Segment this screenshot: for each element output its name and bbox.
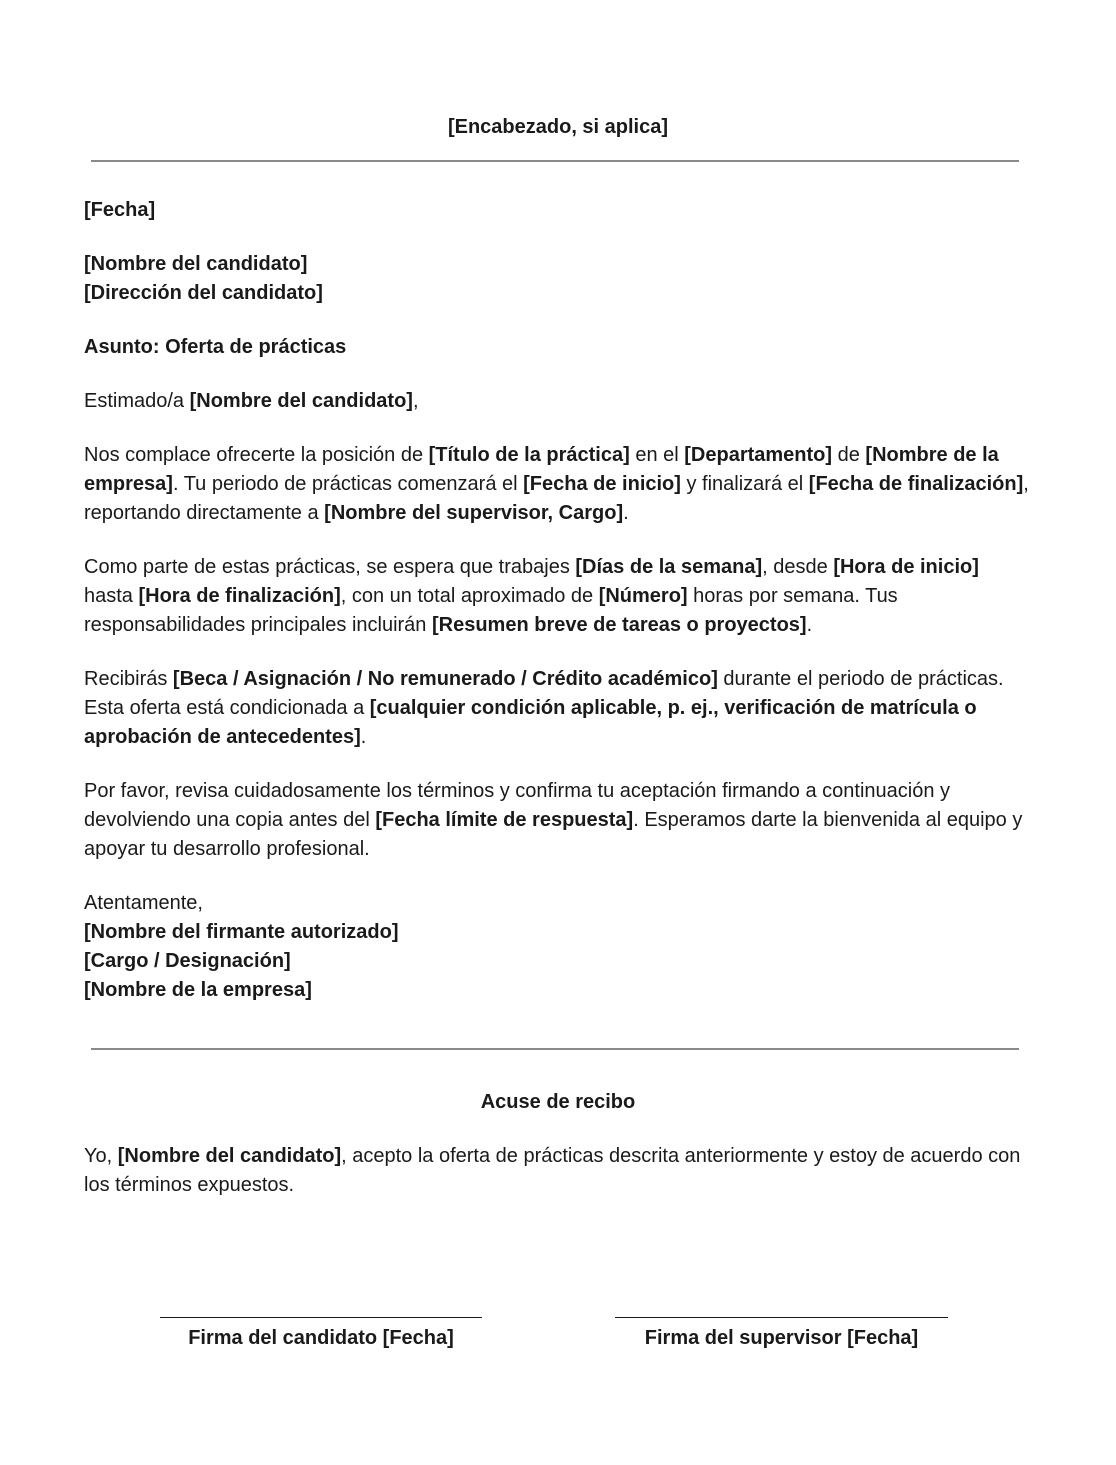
placeholder-response-deadline: [Fecha límite de respuesta] [375, 809, 634, 831]
p4-text-2: . Esperamos darte la bienvenida al equipo y apoyar tu desarrollo profesional. [84, 809, 1023, 860]
placeholder-end-date: [Fecha de finalización] [808, 473, 1024, 495]
placeholder-end-time: [Hora de finalización] [138, 585, 341, 607]
placeholder-compensation: [Beca / Asignación / No remunerado / Crédito académico] [172, 668, 718, 690]
paragraph-offer [84, 441, 1029, 528]
greeting-prefix: Estimado/a [84, 390, 190, 412]
p3-text-1: Recibirás [84, 668, 173, 690]
closing-text: Atentamente, [84, 892, 203, 914]
p2-text-6: . [806, 614, 813, 636]
greeting-name: [Nombre del candidato] [189, 390, 413, 412]
p1-text-2: en el [629, 444, 685, 466]
placeholder-weekdays: [Días de la semana] [575, 556, 763, 578]
date-placeholder: [Fecha] [84, 199, 156, 221]
p2-text-3: hasta [84, 585, 139, 607]
ack-candidate-name: [Nombre del candidato] [117, 1145, 342, 1167]
placeholder-conditions: [cualquier condición aplicable, p. ej., verificación de matrícula o aprobación de antecedentes] [84, 697, 977, 748]
p2-text-2: , desde [762, 556, 834, 578]
p2-text-4: , con un total aproximado de [340, 585, 599, 607]
ack-text-2: , acepto la oferta de prácticas descrita anteriormente y estoy de acuerdo con los términos expuestos. [84, 1145, 1021, 1196]
p2-text-1: Como parte de estas prácticas, se espera que trabajes [84, 556, 576, 578]
placeholder-supervisor: [Nombre del supervisor, Cargo] [324, 502, 624, 524]
p1-text-3: de [832, 444, 866, 466]
p2-text-5: horas por semana. Tus responsabilidades principales incluirán [84, 585, 898, 636]
subject-line [84, 333, 1029, 362]
placeholder-tasks-summary: [Resumen breve de tareas o proyectos] [431, 614, 807, 636]
signer-company: [Nombre de la empresa] [84, 979, 312, 1001]
acknowledgement-divider [91, 1048, 1019, 1050]
p1-text-5: y finalizará el [680, 473, 809, 495]
supervisor-signature-block [615, 1296, 948, 1353]
p1-text-1: Nos complace ofrecerte la posición de [84, 444, 429, 466]
supervisor-signature-label: Firma del supervisor [Fecha] [644, 1327, 919, 1349]
paragraph-acceptance [84, 777, 1029, 864]
header-divider [91, 160, 1019, 162]
greeting [84, 387, 1029, 416]
placeholder-internship-title: [Título de la práctica] [428, 444, 630, 466]
supervisor-signature-line [615, 1317, 948, 1318]
closing-block [84, 889, 1029, 1005]
p4-text-1: Por favor, revisa cuidadosamente los términos y confirma tu aceptación firmando a continuación y devolviendo una copia antes del [84, 780, 950, 831]
acknowledgement-text [84, 1142, 1029, 1200]
recipient-address: [Dirección del candidato] [84, 282, 323, 304]
placeholder-start-date: [Fecha de inicio] [523, 473, 681, 495]
paragraph-schedule [84, 553, 1029, 640]
acknowledgement-title: Acuse de recibo [480, 1091, 636, 1113]
recipient-name: [Nombre del candidato] [84, 253, 308, 275]
p1-text-6: , reportando directamente a [84, 473, 1029, 524]
letter-date [84, 196, 1029, 225]
recipient-block [84, 250, 1029, 308]
p3-text-2: durante el periodo de prácticas. Esta oferta está condicionada a [84, 668, 1004, 719]
p1-text-4: . Tu periodo de prácticas comenzará el [172, 473, 524, 495]
header-title: [Encabezado, si aplica] [447, 116, 669, 138]
signer-title: [Cargo / Designación] [84, 950, 291, 972]
subject-text: Asunto: Oferta de prácticas [84, 336, 347, 358]
paragraph-compensation [84, 665, 1029, 752]
placeholder-department: [Departamento] [684, 444, 833, 466]
placeholder-company-name: [Nombre de la empresa] [84, 444, 999, 495]
signer-name: [Nombre del firmante autorizado] [84, 921, 399, 943]
p1-text-7: . [623, 502, 629, 524]
candidate-signature-block [160, 1296, 482, 1353]
placeholder-start-time: [Hora de inicio] [833, 556, 979, 578]
candidate-signature-label: Firma del candidato [Fecha] [188, 1327, 454, 1349]
greeting-suffix: , [412, 390, 419, 412]
placeholder-hours-number: [Número] [598, 585, 688, 607]
candidate-signature-line [160, 1317, 482, 1318]
ack-text-1: Yo, [84, 1145, 118, 1167]
p3-text-3: . [360, 726, 367, 748]
